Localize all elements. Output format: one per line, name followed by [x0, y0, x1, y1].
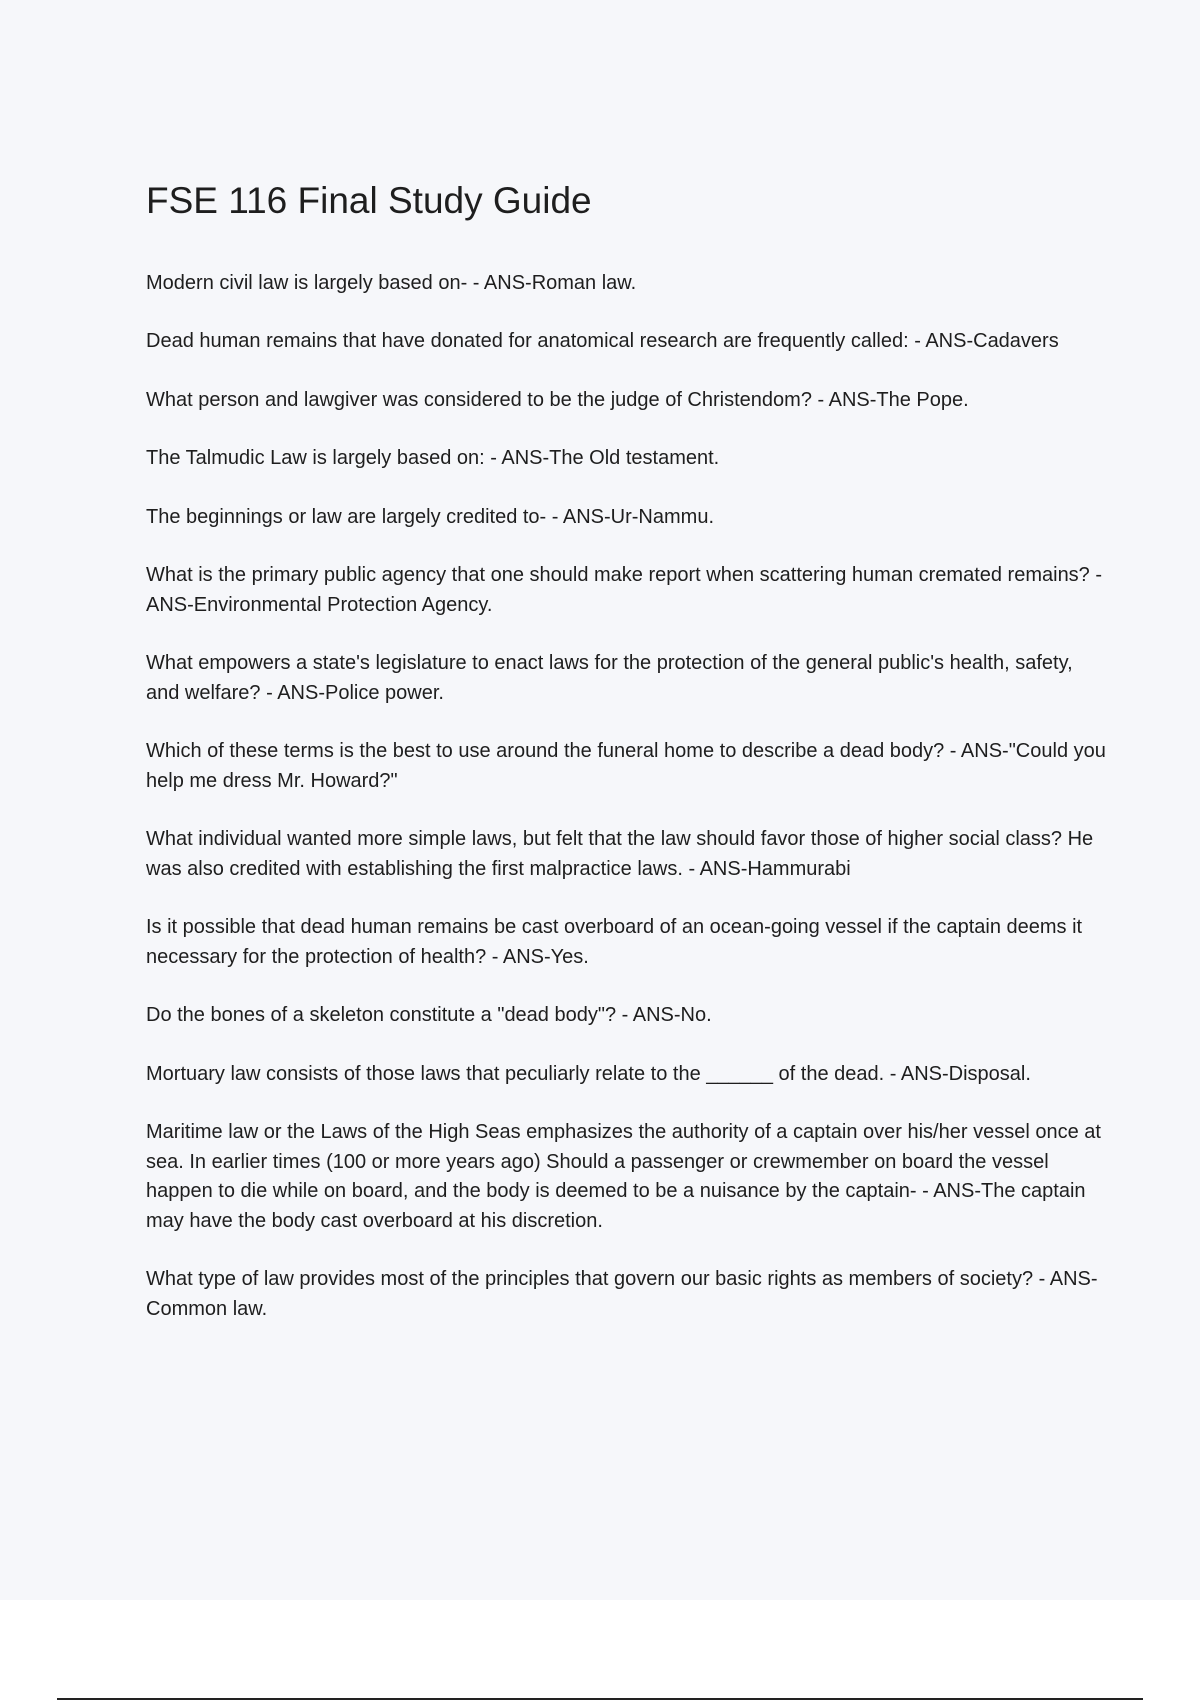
page-title: FSE 116 Final Study Guide	[146, 180, 592, 221]
question-answer-item: What individual wanted more simple laws, but felt that the law should favor those of higher social class? He was also credited with establishing the first malpractice laws. - ANS-Hammurabi	[146, 828, 1094, 880]
question-answer-item: Mortuary law consists of those laws that peculiarly relate to the ______ of the dead. - ANS-Disposal.	[146, 1062, 1031, 1085]
question-answer-item: The Talmudic Law is largely based on: - ANS-The Old testament.	[146, 447, 720, 470]
question-answer-item: What empowers a state's legislature to enact laws for the protection of the general public's health, safety, and welfare? - ANS-Police power.	[146, 652, 1073, 704]
question-answer-item: What type of law provides most of the principles that govern our basic rights as members of society? - ANS-Common law.	[146, 1268, 1098, 1320]
question-answer-item: What person and lawgiver was considered to be the judge of Christendom? - ANS-The Pope.	[146, 388, 969, 411]
question-answer-item: Dead human remains that have donated for anatomical research are frequently called: - ANS-Cadavers	[146, 330, 1059, 353]
question-answer-list	[146, 269, 1106, 1325]
question-answer-item: Modern civil law is largely based on- - ANS-Roman law.	[146, 271, 637, 294]
question-answer-item: The beginnings or law are largely credited to- - ANS-Ur-Nammu.	[146, 505, 714, 528]
question-answer-item: Do the bones of a skeleton constitute a "dead body"? - ANS-No.	[146, 1004, 712, 1027]
question-answer-item: What is the primary public agency that one should make report when scattering human cremated remains? - ANS-Environmental Protection Agency.	[146, 564, 1103, 616]
question-answer-item: Is it possible that dead human remains be cast overboard of an ocean-going vessel if the captain deems it necessary for the protection of health? - ANS-Yes.	[146, 916, 1083, 968]
question-answer-item: Maritime law or the Laws of the High Seas emphasizes the authority of a captain over his/her vessel once at sea. In earlier times (100 or more years ago) Should a passenger or crewmember on board the vessel happen to die while on board, and the body is deemed to be a nuisance by the captain- - ANS-The captain may have the body cast overboard at his discretion.	[146, 1121, 1101, 1232]
document-content	[146, 180, 1106, 1353]
question-answer-item: Which of these terms is the best to use around the funeral home to describe a dead body? - ANS-"Could you help me dress Mr. Howard?"	[146, 740, 1106, 792]
